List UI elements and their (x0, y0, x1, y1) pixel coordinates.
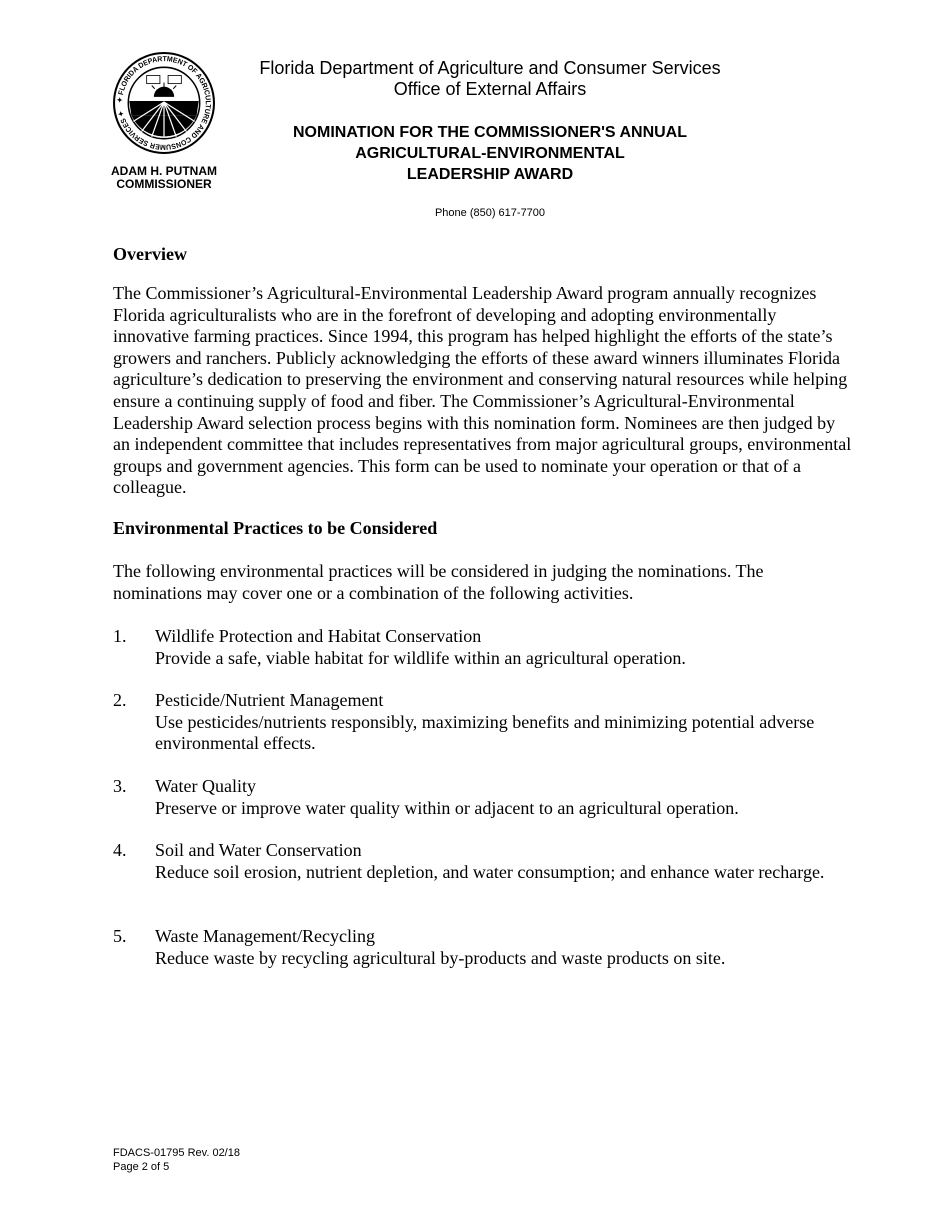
practice-description: Use pesticides/nutrients responsibly, maximizing benefits and minimizing potential adverse environmental effects. (155, 711, 815, 754)
agency-name: Florida Department of Agriculture and Consumer Services (259, 58, 721, 78)
overview-heading: Overview (113, 244, 187, 264)
form-title-line-2: AGRICULTURAL-ENVIRONMENTAL (355, 145, 625, 162)
practice-number: 5. (113, 926, 127, 946)
office-name: Office of External Affairs (393, 79, 587, 99)
practice-title: Water Quality (155, 776, 257, 796)
commissioner-block (100, 165, 228, 191)
form-number: FDACS-01795 Rev. 02/18 (113, 1147, 240, 1159)
practices-intro: The following environmental practices will be considered in judging the nominations. The nominations may cover one or a combination of the following activities. (113, 561, 764, 603)
form-title-line-3: LEADERSHIP AWARD (406, 166, 574, 183)
practice-description: Provide a safe, viable habitat for wildlife within an agricultural operation. (155, 647, 686, 668)
practice-number: 2. (113, 690, 127, 710)
overview-paragraph: The Commissioner’s Agricultural-Environmental Leadership Award program annually recognizes Florida agriculturalists who are in the forefront of developing and adopting environmentally innovative farming practices. Since 1994, this program has helped highlight the efforts of the state’s growers and ranchers. Publicly acknowledging the efforts of these award winners illuminates Florida agriculture’s dedication to preserving the environment and conserving natural resources while helping ensure a continuing supply of food and fiber. The Commissioner’s Agricultural-Environmental Leadership Award selection process begins with this nomination form. Nominees are then judged by an independent committee that includes representatives from major agricultural groups, environmental groups and government agencies. This form can be used to nominate your operation or that of a colleague. (113, 283, 852, 498)
agency-block (240, 58, 740, 100)
practice-title: Soil and Water Conservation (155, 840, 362, 860)
form-title (240, 122, 740, 185)
commissioner-title: COMMISSIONER (116, 177, 212, 191)
practice-title: Waste Management/Recycling (155, 926, 375, 946)
commissioner-name: ADAM H. PUTNAM (111, 164, 217, 178)
form-title-line-1: NOMINATION FOR THE COMMISSIONER'S ANNUAL (292, 124, 687, 141)
page-footer (113, 1146, 240, 1174)
practice-number: 4. (113, 840, 127, 860)
practice-number: 1. (113, 626, 127, 646)
practice-number: 3. (113, 776, 127, 796)
practices-heading: Environmental Practices to be Considered (113, 518, 438, 538)
svg-text:✦ FLORIDA DEPARTMENT OF AGRICU: ✦ FLORIDA DEPARTMENT OF AGRICULTURE AND CONSUMER SERVICES ✦ (115, 54, 213, 152)
practice-title: Pesticide/Nutrient Management (155, 690, 384, 710)
practice-description: Reduce waste by recycling agricultural by-products and waste products on site. (155, 947, 726, 968)
practice-title: Wildlife Protection and Habitat Conservation (155, 626, 482, 646)
page-number: Page 2 of 5 (113, 1161, 170, 1173)
practice-description: Preserve or improve water quality within or adjacent to an agricultural operation. (155, 797, 739, 818)
practice-description: Reduce soil erosion, nutrient depletion, and water consumption; and enhance water recharge. (155, 861, 825, 882)
phone-number: Phone (850) 617-7700 (434, 207, 546, 219)
fdacs-seal-icon (113, 52, 215, 154)
